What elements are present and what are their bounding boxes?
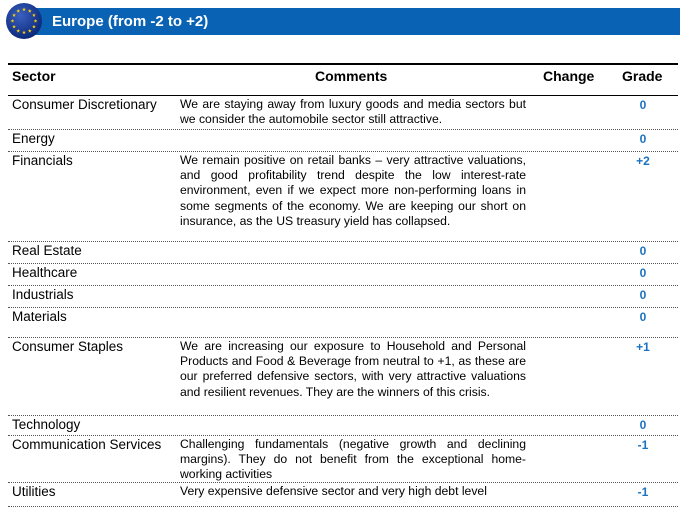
table-row: [8, 435, 678, 483]
sector-grade: +1: [636, 340, 650, 354]
sector-grade: 0: [639, 266, 647, 280]
sector-comment: Very expensive defensive sector and very high debt level: [180, 484, 487, 498]
sector-comment: We remain positive on retail banks – very attractive valuations, and good profitability trend despite the low interest-rate environment, even if we expect more non-performing loans in some segments of the economy. We are keeping our short on insurance, as the US treasury yield has collapsed.: [180, 153, 526, 228]
sector-comment: We are increasing our exposure to Household and Personal Products and Food & Beverage from neutral to +1, as these are our preferred defensive sectors, with very attractive valuations and resilient revenues. They are the winners of this crisis.: [180, 339, 526, 399]
sector-grade: 0: [639, 310, 647, 324]
column-header-comments: Comments: [315, 68, 388, 84]
sector-grade: +2: [636, 154, 650, 168]
sector-name: Materials: [12, 309, 67, 324]
sector-name: Consumer Discretionary: [12, 97, 157, 112]
sector-comment: Challenging fundamentals (negative growth and declining margins). They do not benefit from the exceptional home-working activities: [180, 437, 526, 482]
table-row: [8, 95, 678, 130]
table-row: [8, 307, 678, 338]
sector-name: Healthcare: [12, 265, 78, 280]
table-row: [8, 263, 678, 286]
column-header-sector: Sector: [12, 68, 56, 84]
sector-name: Utilities: [12, 484, 56, 499]
sector-name: Industrials: [12, 287, 74, 302]
table-row: [8, 151, 678, 242]
sector-name: Communication Services: [12, 437, 162, 452]
table-row: [8, 129, 678, 152]
table-row: [8, 415, 678, 436]
sector-grade: 0: [639, 418, 647, 432]
sector-comment: We are staying away from luxury goods and media sectors but we consider the automobile sector still attractive.: [180, 97, 526, 127]
eu-flag-icon: [2, 1, 46, 41]
table-row: [8, 285, 678, 308]
sector-grade: 0: [639, 98, 647, 112]
table-row: [8, 337, 678, 416]
column-header-grade: Grade: [622, 68, 663, 84]
sector-grade: 0: [639, 288, 647, 302]
page-title: Europe (from -2 to +2): [52, 13, 209, 30]
table-header: [8, 63, 678, 96]
sector-name: Real Estate: [12, 243, 82, 258]
sector-name: Energy: [12, 131, 55, 146]
sector-grade: 0: [639, 244, 647, 258]
table-row: [8, 241, 678, 264]
sector-grade: -1: [637, 438, 649, 452]
sector-name: Financials: [12, 153, 73, 168]
column-header-change: Change: [543, 68, 595, 84]
sector-grade: 0: [639, 132, 647, 146]
section-header: [0, 0, 684, 44]
sector-name: Technology: [12, 417, 81, 432]
table-row: [8, 482, 678, 507]
sector-name: Consumer Staples: [12, 339, 124, 354]
sector-grade: -1: [637, 485, 649, 499]
